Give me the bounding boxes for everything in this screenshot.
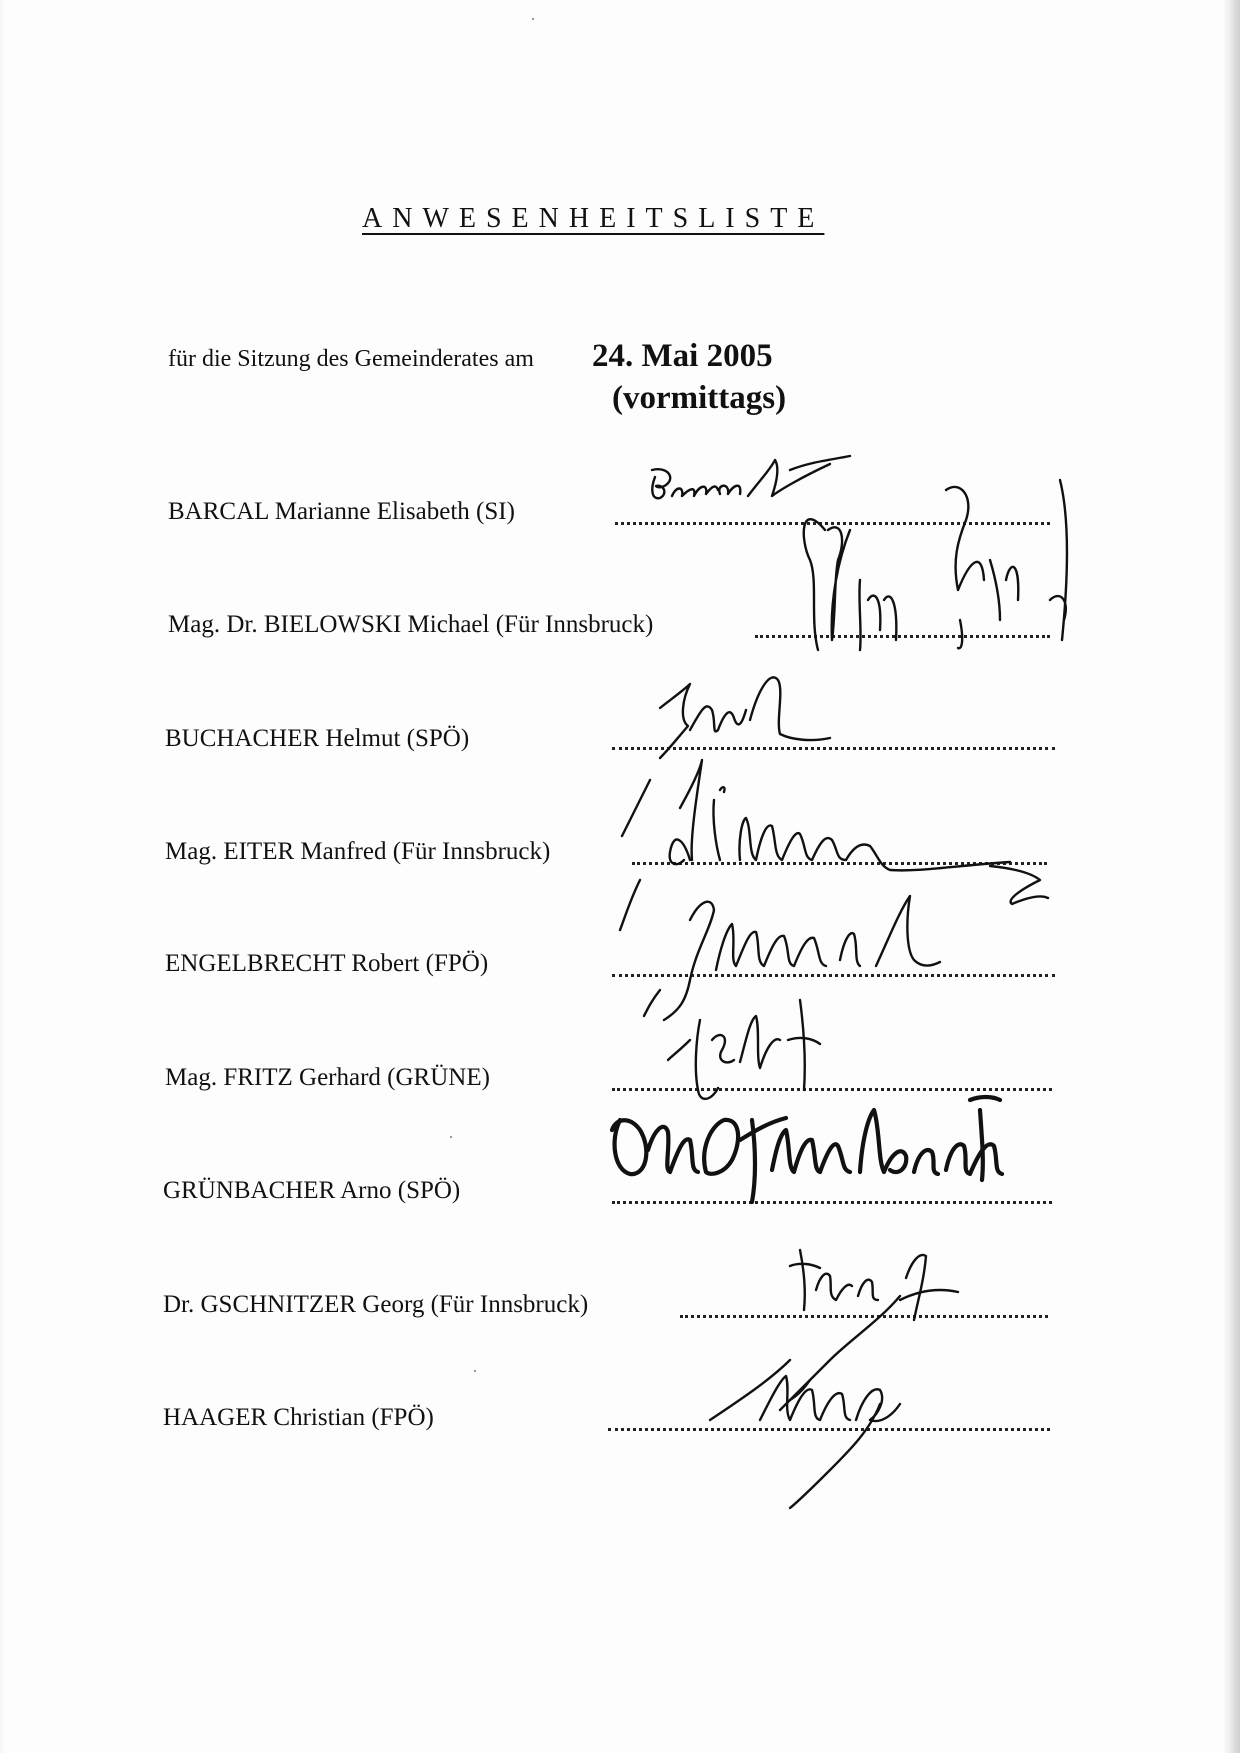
member-name: ENGELBRECHT Robert (FPÖ): [165, 950, 489, 977]
signature-barcal: [652, 456, 850, 498]
member-name: GRÜNBACHER Arno (SPÖ): [163, 1177, 461, 1204]
member-name: Mag. FRITZ Gerhard (GRÜNE): [165, 1064, 490, 1091]
session-intro: für die Sitzung des Gemeinderates am: [168, 346, 534, 372]
document-title: ANWESENHEITSLISTE: [362, 203, 825, 234]
member-name: Mag. EITER Manfred (Für Innsbruck): [165, 838, 551, 865]
attendance-row: [0, 1064, 1240, 1124]
signature-line: [608, 1428, 1050, 1431]
signature-line: [632, 862, 1047, 865]
signature-line: [680, 1315, 1048, 1318]
signature-line: [755, 635, 1050, 638]
scan-speck: [532, 18, 534, 20]
attendance-row: [0, 498, 1240, 558]
attendance-row: [0, 1177, 1240, 1237]
attendance-row: [0, 611, 1240, 671]
signature-line: [612, 1088, 1052, 1091]
attendance-row: [0, 950, 1240, 1010]
scan-speck: [450, 1136, 452, 1138]
attendance-row: [0, 1291, 1240, 1351]
session-time: (vormittags): [612, 380, 787, 416]
session-date: 24. Mai 2005: [592, 338, 773, 374]
member-name: BUCHACHER Helmut (SPÖ): [165, 725, 470, 752]
member-name: Dr. GSCHNITZER Georg (Für Innsbruck): [163, 1291, 589, 1318]
signature-line: [612, 1201, 1052, 1204]
attendance-row: [0, 725, 1240, 785]
member-name: Mag. Dr. BIELOWSKI Michael (Für Innsbruck): [168, 611, 654, 638]
scan-speck: [474, 1370, 476, 1372]
signature-line: [612, 747, 1055, 750]
member-name: HAAGER Christian (FPÖ): [163, 1404, 434, 1431]
member-name: BARCAL Marianne Elisabeth (SI): [168, 498, 515, 525]
attendance-row: [0, 1404, 1240, 1464]
signature-line: [615, 522, 1050, 525]
attendance-row: [0, 838, 1240, 898]
signature-line: [612, 974, 1055, 977]
